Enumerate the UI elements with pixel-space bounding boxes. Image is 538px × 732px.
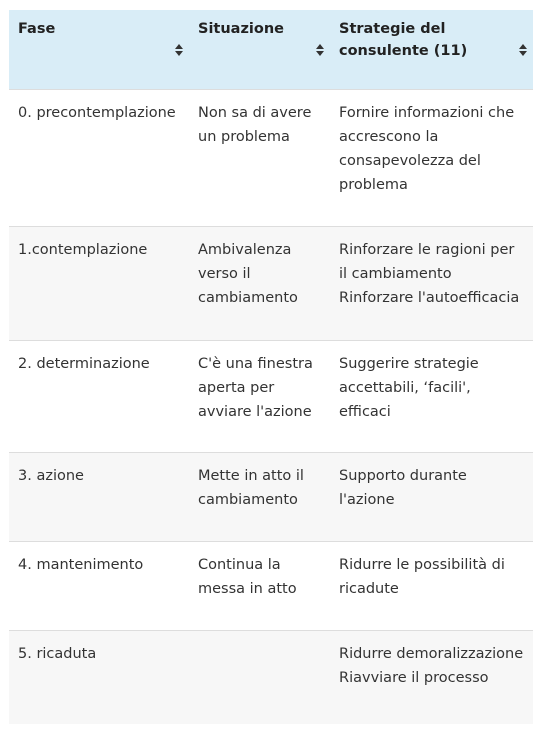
fase-text: 2. determinazione — [18, 355, 150, 372]
cell-strategie — [330, 340, 533, 452]
header-situazione[interactable] — [189, 10, 330, 89]
cell-fase — [9, 452, 189, 541]
fase-text: 1.contemplazione — [18, 241, 148, 258]
strategia-line: Rinforzare le ragioni per il cambiamento — [339, 241, 515, 282]
situazione-text: Continua la messa in atto — [198, 556, 297, 597]
fase-text: 5. ricaduta — [18, 645, 97, 662]
strategia-line: Riavviare il processo — [339, 669, 489, 686]
table-row — [9, 340, 533, 452]
situazione-text: Non sa di avere un problema — [198, 104, 316, 145]
cell-strategie — [330, 630, 533, 724]
sort-icon[interactable] — [519, 44, 527, 56]
sort-icon[interactable] — [175, 44, 183, 56]
fase-text: 0. precontemplazione — [18, 104, 176, 121]
fase-text: 3. azione — [18, 467, 84, 484]
table-row — [9, 541, 533, 630]
table-header-row — [9, 10, 533, 89]
sort-icon[interactable] — [316, 44, 324, 56]
stages-of-change-table — [9, 10, 533, 724]
cell-fase — [9, 226, 189, 340]
strategia-line: Supporto durante l'azione — [339, 467, 467, 508]
cell-fase — [9, 541, 189, 630]
situazione-text: Ambivalenza verso il cambiamento — [198, 241, 298, 306]
cell-fase — [9, 89, 189, 226]
strategia-line: Fornire informazioni che accrescono la consapevolezza del problema — [339, 104, 515, 193]
stages-table-container — [9, 10, 533, 724]
table-row — [9, 630, 533, 724]
strategia-line: Ridurre demoralizzazione — [339, 645, 524, 662]
table-row — [9, 226, 533, 340]
cell-strategie — [330, 226, 533, 340]
header-label: Fase — [18, 21, 56, 37]
cell-fase — [9, 630, 189, 724]
table-row — [9, 452, 533, 541]
strategia-line: Suggerire strategie accettabili, ‘facili', efficaci — [339, 355, 479, 420]
cell-strategie — [330, 452, 533, 541]
cell-situazione — [189, 452, 330, 541]
header-strategie[interactable] — [330, 10, 533, 89]
header-label: Situazione — [198, 21, 284, 37]
fase-text: 4. mantenimento — [18, 556, 144, 573]
cell-strategie — [330, 89, 533, 226]
cell-fase — [9, 340, 189, 452]
strategia-line: Ridurre le possibilità di ricadute — [339, 556, 505, 597]
table-row — [9, 89, 533, 226]
cell-situazione — [189, 340, 330, 452]
header-label: Strategie del consulente (11) — [339, 21, 468, 59]
situazione-text: C'è una finestra aperta per avviare l'azione — [198, 355, 318, 420]
cell-situazione — [189, 226, 330, 340]
strategia-line: Rinforzare l'autoefficacia — [339, 289, 520, 306]
situazione-text: Mette in atto il cambiamento — [198, 467, 309, 508]
header-fase[interactable] — [9, 10, 189, 89]
cell-strategie — [330, 541, 533, 630]
cell-situazione — [189, 541, 330, 630]
cell-situazione — [189, 89, 330, 226]
cell-situazione — [189, 630, 330, 724]
